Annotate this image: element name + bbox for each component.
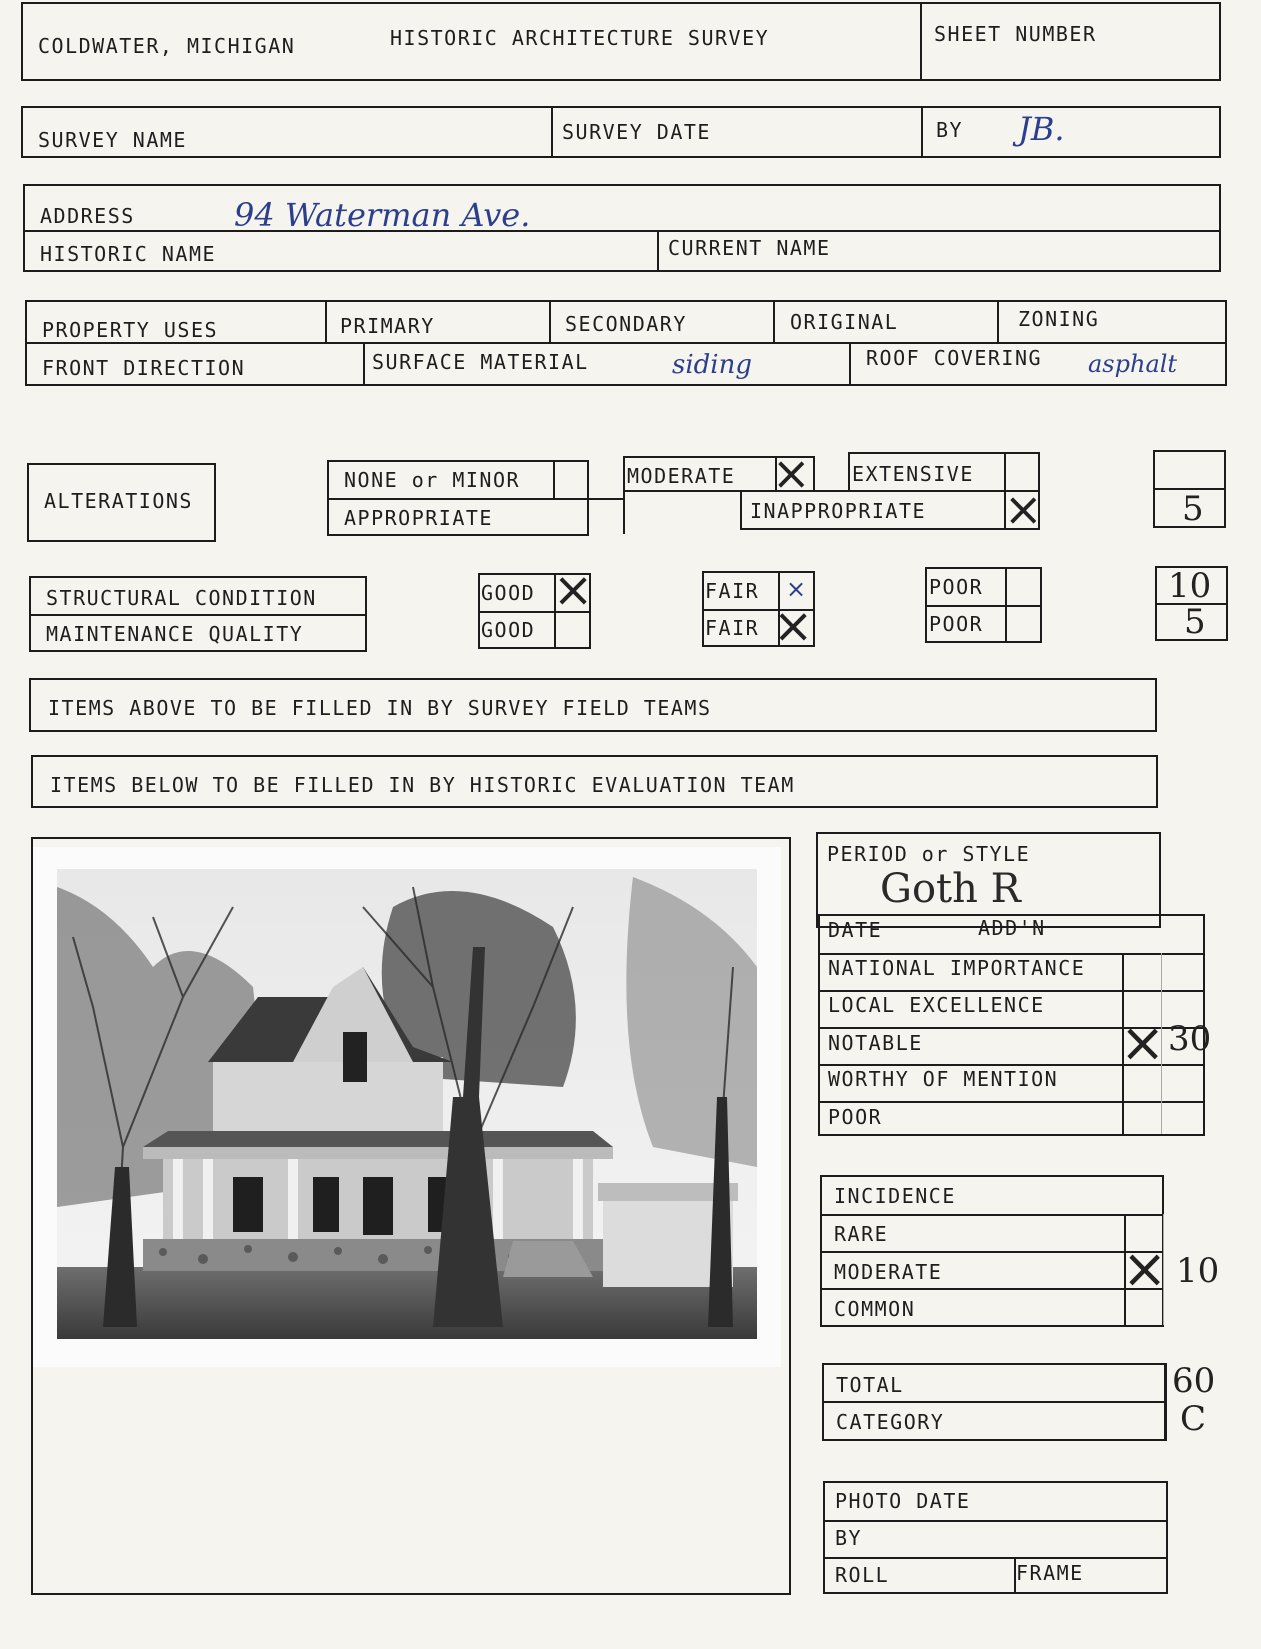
survey-name-label: SURVEY NAME [38,128,187,152]
eval-poor-label: POOR [828,1105,883,1129]
zoning-label: ZONING [1018,307,1100,331]
by-label: BY [936,118,964,142]
by-value: JB. [1018,110,1065,148]
total-label: TOTAL [836,1373,904,1397]
photo-date-label: PHOTO DATE [835,1489,971,1513]
alterations-score: 5 [1182,489,1204,529]
moderate-label: MODERATE [627,464,736,488]
notable-score: 30 [1168,1019,1212,1059]
structural-condition-label: STRUCTURAL CONDITION [46,586,317,610]
notable-label: NOTABLE [828,1031,923,1055]
addn-label: ADD'N [978,916,1046,940]
frame-label: FRAME [1016,1561,1084,1585]
primary-label: PRIMARY [340,314,435,338]
sheet-number-label: SHEET NUMBER [934,22,1097,46]
moderate-check-mark: × [772,446,811,500]
inappropriate-label: INAPPROPRIATE [750,499,927,523]
good-label-maintenance: GOOD [481,618,536,642]
address-label: ADDRESS [40,204,135,228]
notes-below: ITEMS BELOW TO BE FILLED IN BY HISTORIC EVALUATION TEAM [50,773,795,797]
photo-by-label: BY [835,1526,863,1550]
house-photo [33,847,781,1367]
notable-check-mark: × [1120,1011,1166,1074]
surface-material-value: siding [672,350,753,380]
address-value: 94 Waterman Ave. [234,196,531,234]
fair-label-structural: FAIR [705,579,760,603]
extensive-label: EXTENSIVE [852,462,974,486]
survey-date-label: SURVEY DATE [562,120,711,144]
city-label: COLDWATER, MICHIGAN [38,34,296,58]
survey-title: HISTORIC ARCHITECTURE SURVEY [390,26,770,50]
maintenance-quality-label: MAINTENANCE QUALITY [46,622,304,646]
fair-label-maintenance: FAIR [705,616,760,640]
maintenance-score: 5 [1184,602,1206,642]
rare-label: RARE [834,1222,889,1246]
common-label: COMMON [834,1297,916,1321]
roof-covering-label: ROOF COVERING [866,346,1043,370]
national-importance-label: NATIONAL IMPORTANCE [828,956,1086,980]
appropriate-label: APPROPRIATE [344,506,493,530]
current-name-label: CURRENT NAME [668,236,831,260]
local-excellence-label: LOCAL EXCELLENCE [828,993,1045,1017]
surface-material-label: SURFACE MATERIAL [372,350,589,374]
roof-covering-value: asphalt [1088,350,1178,378]
period-style-label: PERIOD or STYLE [827,842,1031,866]
front-direction-label: FRONT DIRECTION [42,356,246,380]
house-photo-image [33,847,781,1367]
category-label: CATEGORY [836,1410,945,1434]
category-value: C [1180,1399,1207,1439]
inappropriate-check-mark: × [1004,482,1043,536]
original-label: ORIGINAL [790,310,899,334]
poor-label-structural: POOR [929,575,984,599]
incidence-moderate-label: MODERATE [834,1260,943,1284]
structural-score: 10 [1168,566,1212,606]
none-minor-label: NONE or MINOR [344,468,521,492]
good-label-structural: GOOD [481,581,536,605]
incidence-moderate-score: 10 [1176,1251,1220,1291]
incidence-moderate-check-mark: × [1122,1237,1168,1300]
period-style-value: Goth R [880,866,1021,912]
date-label: DATE [828,918,883,942]
property-uses-label: PROPERTY USES [42,318,219,342]
incidence-label: INCIDENCE [834,1184,956,1208]
historic-name-label: HISTORIC NAME [40,242,217,266]
poor-label-maintenance: POOR [929,612,984,636]
secondary-label: SECONDARY [565,312,687,336]
alterations-label: ALTERATIONS [44,489,193,513]
fair-maintenance-check-mark: × [773,598,814,654]
fair-structural-check-mark: × [786,575,807,603]
good-structural-check-mark: × [553,562,594,618]
worthy-of-mention-label: WORTHY OF MENTION [828,1067,1059,1091]
roll-label: ROLL [835,1563,890,1587]
notes-above: ITEMS ABOVE TO BE FILLED IN BY SURVEY FIELD TEAMS [48,696,712,720]
total-value: 60 [1172,1361,1216,1401]
